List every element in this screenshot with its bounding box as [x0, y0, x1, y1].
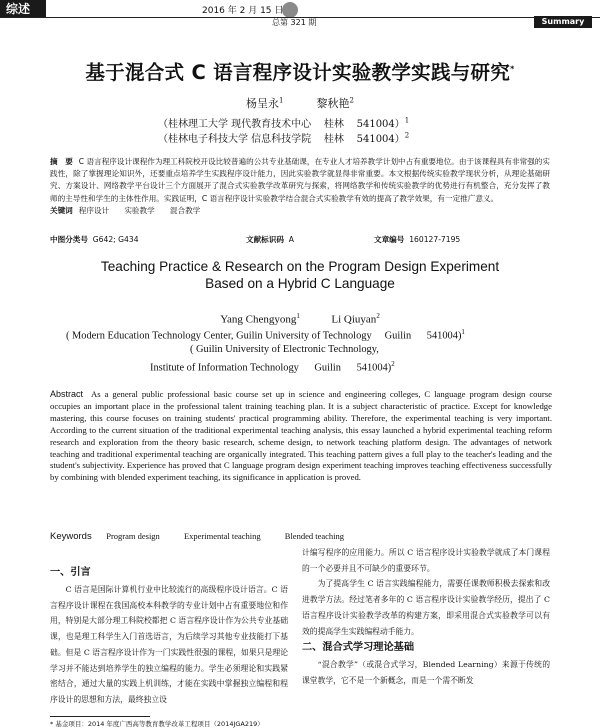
footnote: * 基金项目：2014 年度广西高等教育教学改革工程项目（2014JGA219） [50, 720, 264, 728]
right-paragraph-3: “混合教学”（或混合式学习，Blended Learning）来源于传统的课堂教学，它不是一个新概念，而是一个需不断发 [302, 660, 550, 685]
author-en-2: Li Qiuyan [331, 313, 377, 326]
affiliation-en-1 [66, 328, 465, 341]
keyword-cn: 程序设计 [78, 205, 110, 215]
clc-label: 中图分类号 [50, 235, 88, 244]
title-footnote-mark: * [510, 64, 515, 74]
author-en-1-sup: 1 [296, 312, 300, 320]
keyword-en: Program design [106, 531, 160, 541]
article-no-field [374, 234, 460, 245]
affiliation-en-2-text: Institute of Information Technology Guilin 541004) [150, 362, 392, 374]
issue-date: 2016 年 2 月 15 日 [202, 6, 284, 16]
doc-code-field [246, 234, 294, 245]
body-column-right [302, 545, 550, 689]
author-1: 杨呈永 [246, 97, 280, 110]
right-paragraph-1: 计编写程序的应用能力。所以 C 语言程序设计实验教学就成了本门课程的一个必要并且不可缺少的重要环节。 [302, 548, 550, 573]
affiliation-cn-1-sup: 1 [404, 116, 410, 125]
right-paragraph-2: 为了提高学生 C 语言实践编程能力，需要任课教师积极去探索和改进教学方法。经过笔者多年的 C 语言程序设计实验教学经历，提出了 C 语言程序设计实验教学改革的构建方案，即采用混合式实验教学可以有效的提高学生实践编程动手能力。 [302, 579, 550, 636]
keywords-en-label: Keywords [50, 531, 92, 542]
title-english-line-2: Based on a Hybrid C Language [205, 276, 395, 291]
authors-english [0, 312, 600, 326]
footnote-rule [50, 716, 150, 717]
affiliation-en-1-sup: 1 [461, 328, 465, 336]
affiliation-cn-2-sup: 2 [404, 131, 410, 140]
authors-chinese [0, 95, 600, 111]
section-1-heading: 一、引言 [50, 567, 91, 578]
title-chinese-text: 基于混合式 C 语言程序设计实验教学实践与研究 [85, 61, 511, 84]
section-2-heading: 二、混合式学习理论基础 [302, 642, 415, 654]
doc-code-value: A [288, 235, 294, 244]
title-chinese [0, 57, 600, 85]
author-en-2-sup: 2 [376, 312, 380, 320]
abstract-cn-label: 摘 要 [50, 157, 73, 166]
abstract-en-label: Abstract [50, 389, 84, 399]
header-circle-ornament [282, 2, 298, 18]
affiliation-cn-1 [158, 115, 409, 130]
section-1-paragraph: C 语言是国际计算机行业中比较流行的高级程序设计语言。C 语言程序设计课程在我国高校本科教学的专业计划中占有重要地位和作用，特别是大部分理工科院校都把 C 语言程序设计作为公共专业基础课，也是理工科学生入门首选语言，为后续学习其他专业技能打下基础。但是 C 语言程序设计作为一门实践性很强的课程，如果只是理论学习并不能达到培养学生的独立编程的能力。学生必须理论和实践紧密结合，通过大量的实践上机训练，才能在实践中掌握独立编程和程序设计的思想和方法，最终独立设 [50, 585, 288, 704]
abstract-chinese [50, 156, 550, 217]
abstract-english [50, 389, 552, 484]
title-english-line-1: Teaching Practice & Research on the Program Design Experiment [100, 259, 500, 274]
abstract-en-text: As a general public professional basic course set up in science and engineering colleges, C language program design course occupies an important place in the professional talent training teaching plan. It is a subject characteristic of practice. Except for knowledge mastering, this course focuses on training students' practical programming ability. Therefore, the experimental teaching is very important. According to the current situation of the traditional experimental teaching analysis, this essay launched a hybrid experimental teaching reform research and exploration from the theory basic research, scheme design, to network teaching platform design. The advantages of network teaching and traditional experimental teaching are organically integrated. This teaching pattern gives a full play to the teacher's leading and the student's subjectivity. Experience has proved that C language program design experiment teaching improves teaching effectiveness successfully by combining with blended experiment teaching, its significance in application is proved. [50, 389, 552, 483]
affiliation-cn-2-text: （桂林电子科技大学 信息科技学院 桂林 541004） [158, 134, 405, 145]
author-2: 黎秋艳 [316, 97, 350, 110]
author-1-sup: 1 [279, 96, 284, 105]
author-en-1: Yang Chengyong [220, 313, 297, 326]
clc-value: G642; G434 [92, 235, 139, 244]
section-tag: 综述 [0, 0, 46, 18]
doc-code-label: 文献标识码 [246, 235, 284, 244]
article-no-label: 文章编号 [374, 235, 405, 244]
abstract-cn-text: C 语言程序设计课程作为理工科院校开设比较普遍的公共专业基础课，在专业人才培养教学计划中占有重要地位。由于该课程具有非常强的实践性，除了掌握理论知识外，还要重点培养学生实践程序设计能力，因此实验教学就显得非常重要。本文根据传统实验教学现状分析，从理论基础研究、方案设计、网络教学平台设计三个方面展开了混合式实验教学改革研究与探索，将网络教学和传统实验教学的优势进行有机整合，充分发挥了教师的主导性和学生的主体性作用。实践证明，C 语言程序设计实验教学结合混合式实验教学有效的提高了教学效果，有一定推广意义。 [50, 157, 550, 203]
keywords-cn-label: 关键词 [50, 205, 73, 215]
summary-tag: Summary [534, 16, 592, 28]
author-2-sup: 2 [349, 96, 354, 105]
keyword-cn: 混合教学 [169, 205, 201, 215]
keywords-english [50, 531, 366, 542]
keyword-en: Experimental teaching [183, 531, 261, 541]
affiliation-en-2-line-1: ( Guilin University of Electronic Technology, [190, 344, 379, 355]
article-no-value: 160127-7195 [409, 235, 461, 244]
issue-number: 总第 321 期 [272, 18, 317, 27]
body-column-left [50, 564, 288, 708]
affiliation-en-2-sup: 2 [391, 360, 395, 368]
title-english [0, 258, 600, 292]
affiliation-cn-1-text: （桂林理工大学 现代教育技术中心 桂林 541004） [158, 119, 405, 130]
keyword-en: Blended teaching [284, 531, 345, 541]
affiliation-en-1-text: ( Modern Education Technology Center, Guilin University of Technology Guilin 541004) [66, 330, 462, 342]
affiliation-cn-2 [158, 130, 409, 145]
affiliation-en-2-line-2 [150, 360, 395, 373]
keyword-cn: 实验教学 [124, 205, 155, 215]
clc-field [50, 234, 139, 245]
